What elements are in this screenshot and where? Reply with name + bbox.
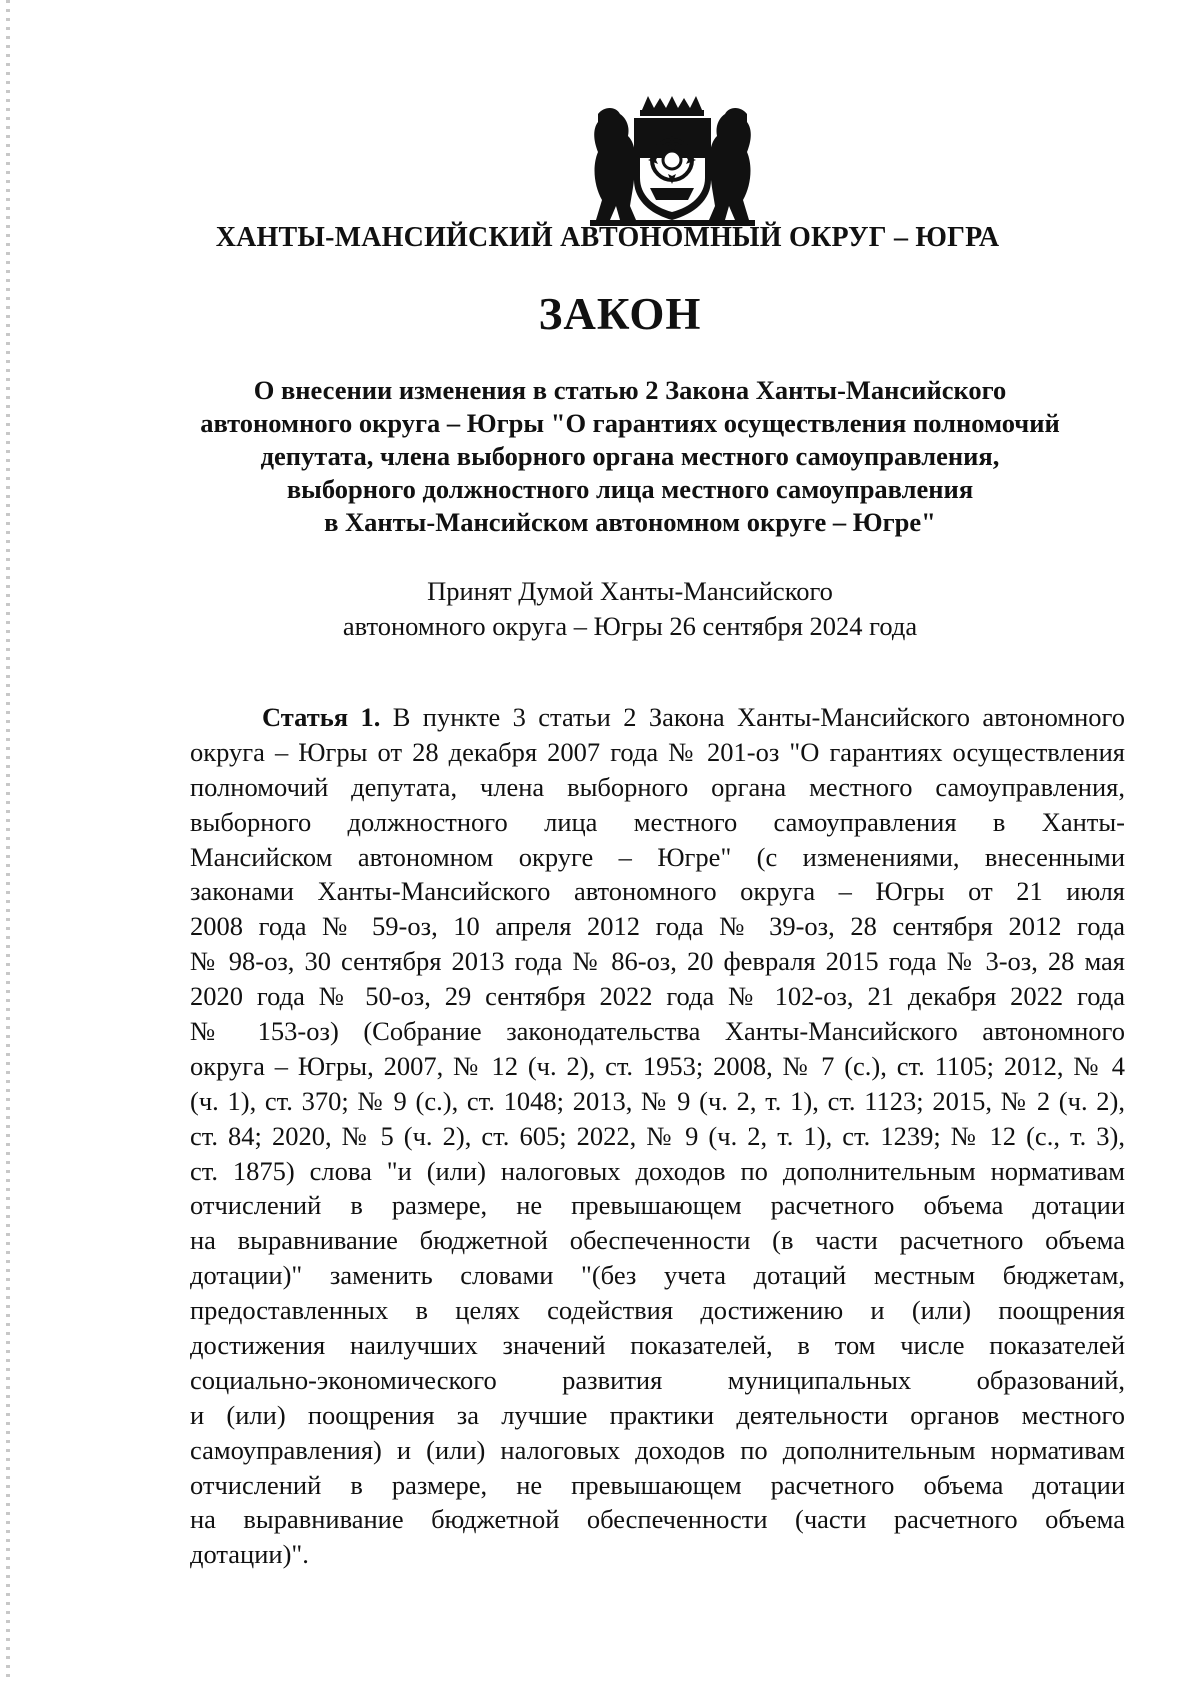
article-1-line: 2008 года № 59-оз, 10 апреля 2012 года № 39-оз, 28 сентября 2012 года: [190, 911, 1125, 942]
law-title-line: депутата, члена выборного органа местного самоуправления,: [260, 441, 1000, 471]
article-1-line: (ч. 1), ст. 370; № 9 (с.), ст. 1048; 2013, № 9 (ч. 2, т. 1), ст. 1123; 2015, № 2 (ч. 2),: [190, 1085, 1125, 1116]
article-1-line: выборного должностного лица местного самоуправления в Ханты-: [190, 806, 1125, 837]
article-1: [190, 700, 1125, 1572]
article-1-line: на выравнивание бюджетной обеспеченности (части расчетного объема: [190, 1504, 1125, 1535]
article-1-line: и (или) поощрения за лучшие практики деятельности органов местного: [190, 1399, 1125, 1430]
article-1-line: ст. 84; 2020, № 5 (ч. 2), ст. 605; 2022, № 9 (ч. 2, т. 1), ст. 1239; № 12 (с., т. 3),: [190, 1120, 1125, 1151]
law-title-line: выборного должностного лица местного самоуправления: [286, 474, 974, 504]
adoption-note: [150, 574, 1110, 644]
article-1-line: полномочий депутата, члена выборного органа местного самоуправления,: [190, 771, 1125, 802]
article-1-line: отчислений в размере, не превышающем расчетного объема дотации: [190, 1190, 1125, 1221]
law-title: [150, 374, 1110, 539]
article-1-line: законами Ханты-Мансийского автономного округа – Югры от 21 июля: [190, 876, 1125, 907]
law-title-line: автономного округа – Югры "О гарантиях осуществления полномочий: [200, 408, 1060, 438]
article-1-line: достижения наилучших значений показателей, в том числе показателей: [190, 1330, 1125, 1361]
article-1-line: округа – Югры, 2007, № 12 (ч. 2), ст. 1953; 2008, № 7 (с.), ст. 1105; 2012, № 4: [190, 1050, 1125, 1081]
article-1-label: Статья 1.: [262, 702, 381, 732]
article-1-line: дотации)" заменить словами "(без учета дотаций местным бюджетам,: [190, 1260, 1125, 1291]
article-1-line: № 153-оз) (Собрание законодательства Ханты-Мансийского автономного: [190, 1016, 1125, 1047]
article-1-line-text: В пункте 3 статьи 2 Закона Ханты-Мансийского автономного: [392, 702, 1126, 732]
article-1-line: ст. 1875) слова "и (или) налоговых доходов по дополнительным нормативам: [190, 1155, 1125, 1186]
article-1-line: № 98-оз, 30 сентября 2013 года № 86-оз, 20 февраля 2015 года № 3-оз, 28 мая: [190, 946, 1125, 977]
adoption-note-line: автономного округа – Югры 26 сентября 2024 года: [342, 611, 918, 641]
article-1-line: Мансийском автономном округе – Югре" (с изменениями, внесенными: [190, 841, 1125, 872]
article-1-line: [190, 700, 1125, 735]
article-1-line: предоставленных в целях содействия достижению и (или) поощрения: [190, 1295, 1125, 1326]
article-1-line: дотации)".: [190, 1539, 309, 1570]
article-1-line: на выравнивание бюджетной обеспеченности (в части расчетного объема: [190, 1225, 1125, 1256]
adoption-note-line: Принят Думой Ханты-Мансийского: [427, 576, 833, 606]
article-1-line: отчислений в размере, не превышающем расчетного объема дотации: [190, 1469, 1125, 1500]
article-1-line: социально-экономического развития муниципальных образований,: [190, 1364, 1125, 1395]
khmao-coat-of-arms-emblem-icon: [590, 96, 755, 228]
article-1-line: самоуправления) и (или) налоговых доходов по дополнительным нормативам: [190, 1434, 1125, 1465]
region-heading: ХАНТЫ-МАНСИЙСКИЙ АВТОНОМНЫЙ ОКРУГ – ЮГРА: [215, 222, 1000, 253]
law-title-line: в Ханты-Мансийском автономном округе – Югре": [324, 507, 936, 537]
article-1-line: 2020 года № 50-оз, 29 сентября 2022 года № 102-оз, 21 декабря 2022 года: [190, 981, 1125, 1012]
article-1-line: округа – Югры от 28 декабря 2007 года № 201-оз "О гарантиях осуществления: [190, 736, 1125, 767]
document-type-heading: ЗАКОН: [538, 289, 702, 339]
law-title-line: О внесении изменения в статью 2 Закона Ханты-Мансийского: [253, 375, 1007, 405]
